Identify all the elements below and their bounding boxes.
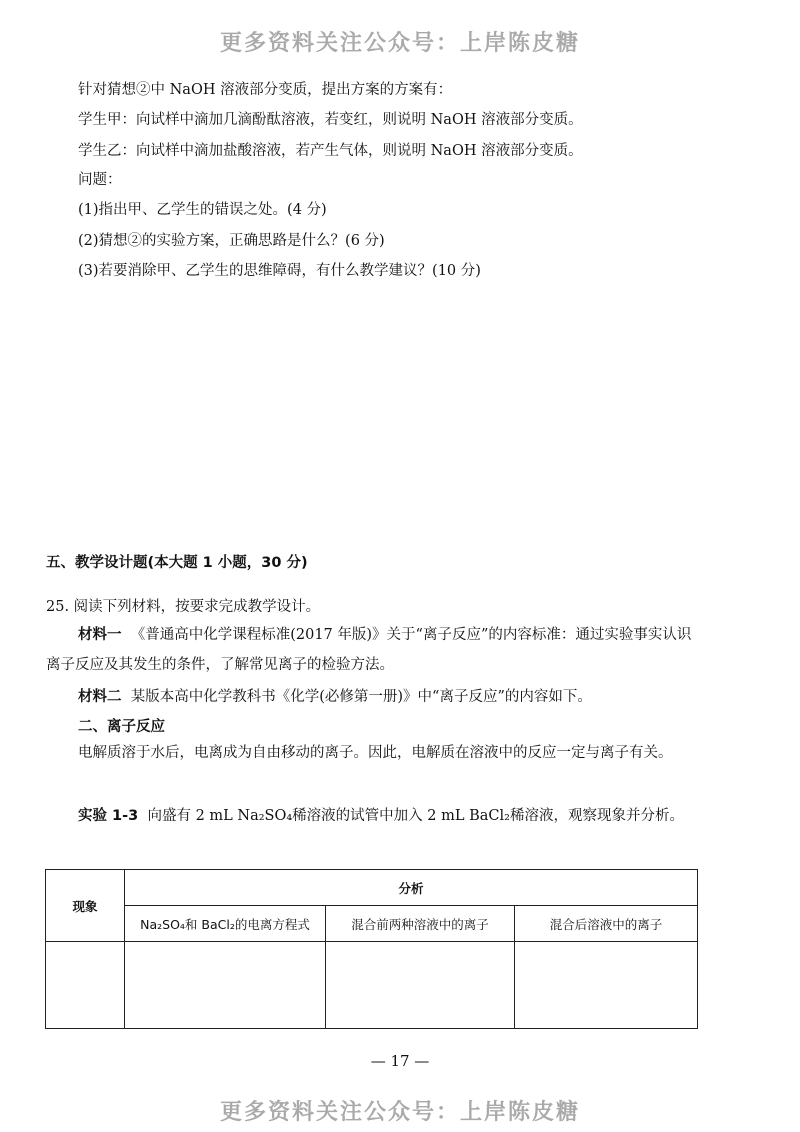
subheader-ions-after: 混合后溶液中的离子 [515, 906, 698, 942]
cell-phenomenon [46, 942, 125, 1029]
question-1: (1)指出甲、乙学生的错误之处。(4 分) [78, 202, 327, 218]
question-3: (3)若要消除甲、乙学生的思维障碍，有什么教学建议？(10 分) [78, 263, 481, 279]
cell-ionization-equation [125, 942, 326, 1029]
cell-ions-after [515, 942, 698, 1029]
material-1 [46, 620, 698, 680]
watermark-top: 更多资料关注公众号：上岸陈皮糖 [219, 31, 580, 56]
page-number: — 17 — [370, 1052, 430, 1070]
subheader-ionization-equation: Na₂SO₄和 BaCl₂的电离方程式 [125, 906, 326, 942]
section-heading: 五、教学设计题(本大题 1 小题，30 分) [46, 555, 308, 571]
material-1-label: 材料一 [78, 627, 122, 643]
material-2-text: 某版本高中化学教科书《化学(必修第一册)》中“离子反应”的内容如下。 [130, 689, 592, 705]
header-analysis: 分析 [125, 870, 698, 906]
analysis-table [45, 869, 698, 1029]
material-1-text: 《普通高中化学课程标准(2017 年版)》关于“离子反应”的内容标准：通过实验事实认识离子反应及其发生的条件，了解常见离子的检验方法。 [46, 627, 692, 673]
subheading: 二、离子反应 [78, 719, 165, 735]
watermark-bottom: 更多资料关注公众号：上岸陈皮糖 [219, 1100, 580, 1125]
experiment [46, 801, 698, 831]
problem-label: 问题： [78, 172, 122, 188]
experiment-text: 向盛有 2 mL Na₂SO₄稀溶液的试管中加入 2 mL BaCl₂稀溶液，观察现象并分析。 [147, 808, 684, 824]
cell-ions-before [326, 942, 515, 1029]
experiment-label: 实验 1-3 [78, 808, 139, 824]
student-b-text: 学生乙：向试样中滴加盐酸溶液，若产生气体，则说明 NaOH 溶液部分变质。 [78, 143, 583, 159]
intro-text: 针对猜想②中 NaOH 溶液部分变质，提出方案的方案有： [78, 82, 453, 98]
question-2: (2)猜想②的实验方案，正确思路是什么？(6 分) [78, 233, 385, 249]
header-phenomenon: 现象 [46, 870, 125, 942]
student-a-text: 学生甲：向试样中滴加几滴酚酞溶液，若变红，则说明 NaOH 溶液部分变质。 [78, 112, 583, 128]
subheader-ions-before: 混合前两种溶液中的离子 [326, 906, 515, 942]
material-2-label: 材料二 [78, 689, 122, 705]
body-text: 电解质溶于水后，电离成为自由移动的离子。因此，电解质在溶液中的反应一定与离子有关。 [78, 745, 673, 761]
question-25: 25. 阅读下列材料，按要求完成教学设计。 [46, 599, 321, 615]
material-2 [78, 687, 592, 707]
